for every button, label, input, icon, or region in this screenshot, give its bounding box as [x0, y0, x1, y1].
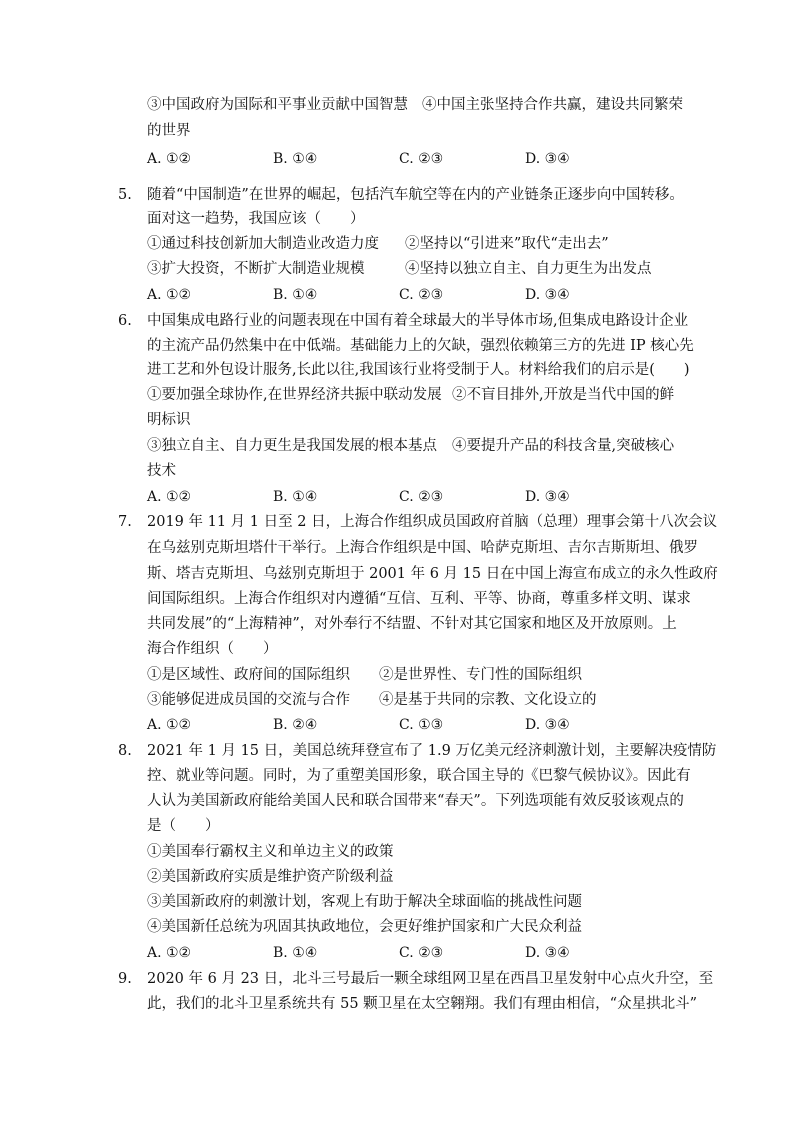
q6-option-d[interactable]: D. ③④	[525, 489, 570, 505]
q7-stem-4: 间国际组织。上海合作组织对内遵循“互信、互利、平等、协商，尊重多样文明、谋求	[147, 591, 691, 607]
q7-item-3: ③能够促进成员国的交流与合作	[147, 692, 350, 708]
q8-stem-1: 2021 年 1 月 15 日，美国总统拜登宣布了 1.9 万亿美元经济刺激计划，主要解决疫情防	[147, 743, 717, 759]
q8-number: 8.	[118, 743, 132, 759]
q4-option-d[interactable]: D. ③④	[525, 151, 570, 167]
q6-items-row-2	[147, 433, 677, 459]
q4-option-b[interactable]: B. ①④	[273, 151, 318, 167]
q4-option-c[interactable]: C. ②③	[399, 151, 444, 167]
q4-item-4: ④中国主张坚持合作共赢，建设共同繁荣	[422, 97, 683, 113]
q5-item-2: ②坚持以“引进来”取代“走出去”	[405, 236, 609, 252]
q8-option-b[interactable]: B. ①④	[273, 945, 318, 961]
q8-stem-2: 控、就业等问题。同时，为了重塑美国形象，联合国主导的《巴黎气候协议》。因此有	[147, 768, 691, 784]
q5-items-row-2	[147, 256, 677, 282]
q4-continuation-line	[147, 92, 683, 118]
q6-option-b[interactable]: B. ①④	[273, 489, 318, 505]
q9-stem-1: 2020 年 6 月 23 日，北斗三号最后一颗全球组网卫星在西昌卫星发射中心点火升空，至	[147, 971, 714, 987]
q7-option-a[interactable]: A. ①②	[147, 717, 192, 733]
q5-option-d[interactable]: D. ③④	[525, 287, 570, 303]
q6-stem-1: 中国集成电路行业的问题表现在中国有着全球最大的半导体市场,但集成电路设计企业	[147, 313, 689, 329]
q6-items-row-1	[147, 382, 677, 408]
q7-stem-3: 斯、塔吉克斯坦、乌兹别克斯坦于 2001 年 6 月 15 日在中国上海宣布成立的永久性政府	[147, 566, 718, 582]
q8-option-a[interactable]: A. ①②	[147, 945, 192, 961]
q5-items-row-1	[147, 231, 677, 257]
q4-option-a[interactable]: A. ①②	[147, 151, 192, 167]
q7-stem-6: 海合作组织（ ）	[147, 641, 278, 657]
q8-item-1: ①美国奉行霸权主义和单边主义的政策	[147, 844, 394, 860]
q5-option-a[interactable]: A. ①②	[147, 287, 192, 303]
q7-number: 7.	[118, 514, 132, 530]
q8-item-3: ③美国新政府的刺激计划，客观上有助于解决全球面临的挑战性问题	[147, 894, 582, 910]
q8-option-d[interactable]: D. ③④	[525, 945, 570, 961]
q7-stem-1: 2019 年 11 月 1 日至 2 日，上海合作组织成员国政府首脑（总理）理事会第十八次会议	[147, 514, 718, 530]
q7-option-d[interactable]: D. ③④	[525, 717, 570, 733]
q6-option-c[interactable]: C. ②③	[399, 489, 444, 505]
q6-item-2: ②不盲目排外,开放是当代中国的鲜	[452, 387, 675, 403]
q7-item-1: ①是区域性、政府间的国际组织	[147, 667, 350, 683]
q7-item-2: ②是世界性、专门性的国际组织	[379, 667, 582, 683]
q4-item-3: ③中国政府为国际和平事业贡献中国智慧	[147, 97, 408, 113]
q5-item-3: ③扩大投资，不断扩大制造业规模	[147, 261, 365, 277]
q8-item-4: ④美国新任总统为巩固其执政地位，会更好维护国家和广大民众利益	[147, 919, 582, 935]
q7-item-4: ④是基于共同的宗教、文化设立的	[379, 692, 597, 708]
q8-stem-4: 是（ ）	[147, 818, 220, 834]
q6-item-3: ③独立自主、自力更生是我国发展的根本基点	[147, 438, 437, 454]
q5-stem-2: 面对这一趋势，我国应该（ ）	[147, 211, 365, 227]
q6-item-1: ①要加强全球协作,在世界经济共振中联动发展	[147, 387, 442, 403]
q7-option-b[interactable]: B. ②④	[273, 717, 318, 733]
q8-item-2: ②美国新政府实质是维护资产阶级利益	[147, 869, 394, 885]
q9-stem-2: 此，我们的北斗卫星系统共有 55 颗卫星在太空翱翔。我们有理由相信，“众星拱北斗”	[147, 996, 697, 1012]
q6-item-4-wrap: 技术	[147, 463, 176, 479]
q6-stem-3: 进工艺和外包设计服务,长此以往,我国该行业将受制于人。材料给我们的启示是( )	[147, 362, 690, 378]
q7-items-row-1	[147, 662, 677, 688]
q5-number: 5.	[118, 187, 132, 203]
q5-option-c[interactable]: C. ②③	[399, 287, 444, 303]
q7-items-row-2	[147, 687, 677, 713]
q6-number: 6.	[118, 313, 132, 329]
q5-option-b[interactable]: B. ①④	[273, 287, 318, 303]
q5-item-1: ①通过科技创新加大制造业改造力度	[147, 236, 379, 252]
q9-number: 9.	[118, 971, 132, 987]
q7-stem-5: 共同发展”的“上海精神”，对外奉行不结盟、不针对其它国家和地区及开放原则。上	[147, 616, 677, 632]
q8-option-c[interactable]: C. ②③	[399, 945, 444, 961]
q7-option-c[interactable]: C. ①③	[399, 717, 444, 733]
q6-stem-2: 的主流产品仍然集中在中低端。基础能力上的欠缺，强烈依赖第三方的先进 IP 核心先	[147, 338, 694, 354]
q5-item-4: ④坚持以独立自主、自力更生为出发点	[405, 261, 652, 277]
q6-item-4: ④要提升产品的科技含量,突破核心	[452, 438, 675, 454]
q4-item-4-wrap: 的世界	[147, 123, 191, 139]
q6-option-a[interactable]: A. ①②	[147, 489, 192, 505]
q6-item-2-wrap: 明标识	[147, 412, 191, 428]
q8-stem-3: 人认为美国新政府能给美国人民和联合国带来“春天”。下列选项能有效反驳该观点的	[147, 793, 684, 809]
q5-stem-1: 随着“中国制造”在世界的崛起，包括汽车航空等在内的产业链条正逐步向中国转移。	[147, 187, 684, 203]
q7-stem-2: 在乌兹别克斯坦塔什干举行。上海合作组织是中国、哈萨克斯坦、吉尔吉斯斯坦、俄罗	[147, 540, 698, 556]
